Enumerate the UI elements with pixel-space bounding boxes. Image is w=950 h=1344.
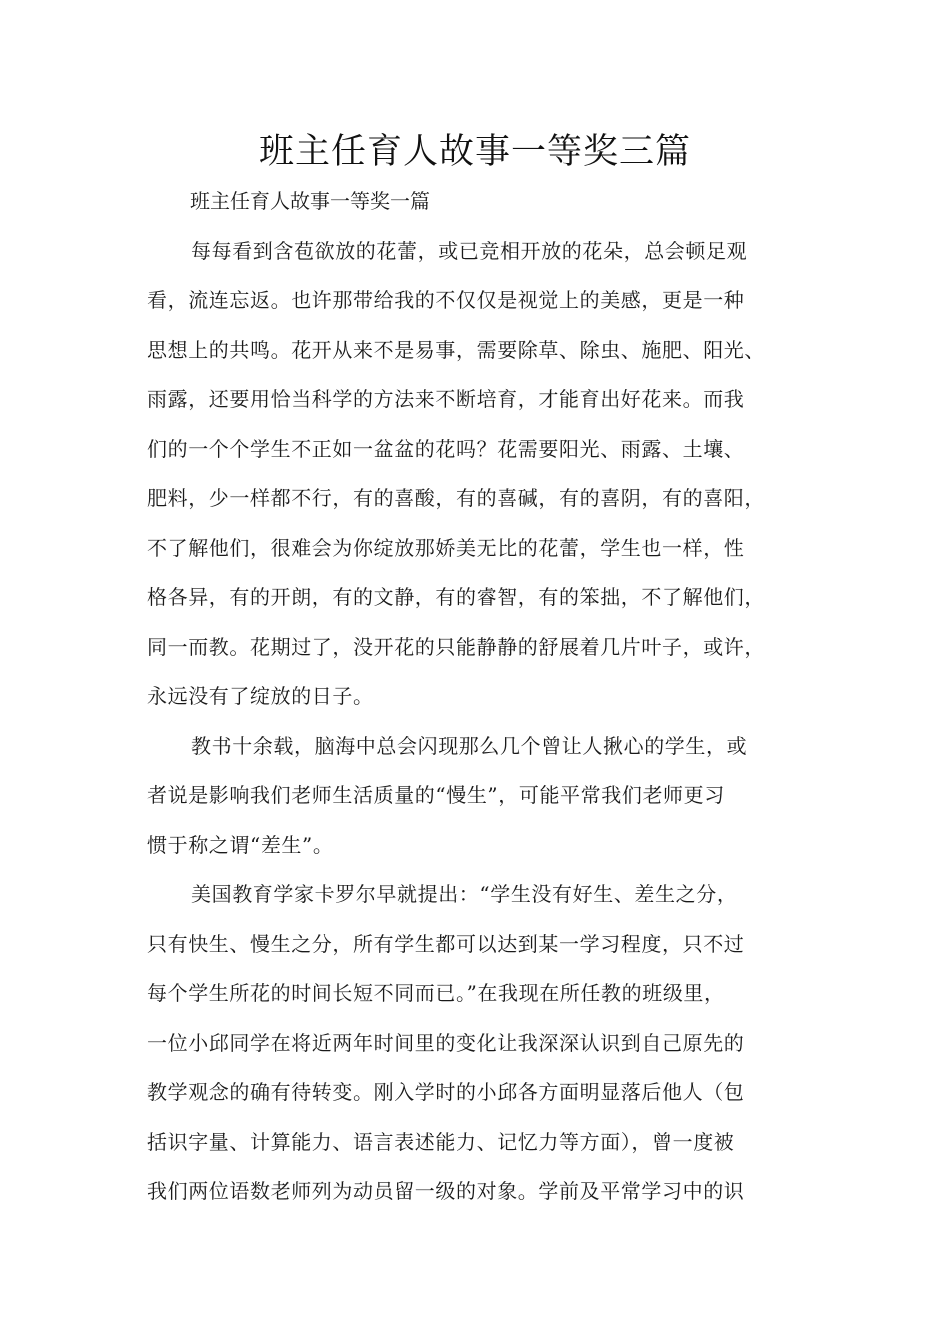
text-line: 美国教育学家卡罗尔早就提出：“学生没有好生、差生之分， (191, 882, 738, 906)
text-line: 不了解他们，很难会为你绽放那娇美无比的花蕾，学生也一样，性 (147, 536, 745, 560)
text-line: 每个学生所花的时间长短不同而已。”在我现在所任教的班级里， (147, 981, 725, 1005)
text-line: 只有快生、慢生之分，所有学生都可以达到某一学习程度，只不过 (147, 932, 745, 956)
text-line: 格各异，有的开朗，有的文静，有的睿智，有的笨拙，不了解他们， (147, 585, 765, 609)
text-line: 们的一个个学生不正如一盆盆的花吗？花需要阳光、雨露、土壤、 (147, 437, 745, 461)
text-line: 雨露，还要用恰当科学的方法来不断培育，才能育出好花来。而我 (147, 387, 745, 411)
text-line: 者说是影响我们老师生活质量的“慢生”，可能平常我们老师更习 (147, 783, 725, 807)
document-subtitle: 班主任育人故事一等奖一篇 (190, 189, 430, 213)
text-line: 教学观念的确有待转变。刚入学时的小邱各方面明显落后他人（包 (147, 1080, 745, 1104)
text-line: 一位小邱同学在将近两年时间里的变化让我深深认识到自己原先的 (147, 1031, 745, 1055)
document-title: 班主任育人故事一等奖三篇 (258, 132, 691, 172)
text-line: 每每看到含苞欲放的花蕾，或已竞相开放的花朵，总会顿足观 (191, 239, 748, 263)
text-line: 我们两位语数老师列为动员留一级的对象。学前及平常学习中的识 (147, 1179, 745, 1203)
text-line: 思想上的共鸣。花开从来不是易事，需要除草、除虫、施肥、阳光、 (147, 338, 765, 362)
text-line: 惯于称之谓“差生”。 (147, 833, 334, 857)
text-line: 教书十余载，脑海中总会闪现那么几个曾让人揪心的学生，或 (191, 734, 748, 758)
text-line: 永远没有了绽放的日子。 (147, 684, 374, 708)
text-line: 肥料，少一样都不行，有的喜酸，有的喜碱，有的喜阴，有的喜阳， (147, 486, 765, 510)
text-line: 同一而教。花期过了，没开花的只能静静的舒展着几片叶子，或许， (147, 635, 765, 659)
text-line: 看，流连忘返。也许那带给我的不仅仅是视觉上的美感，更是一种 (147, 288, 745, 312)
text-line: 括识字量、计算能力、语言表述能力、记忆力等方面），曾一度被 (147, 1130, 735, 1154)
